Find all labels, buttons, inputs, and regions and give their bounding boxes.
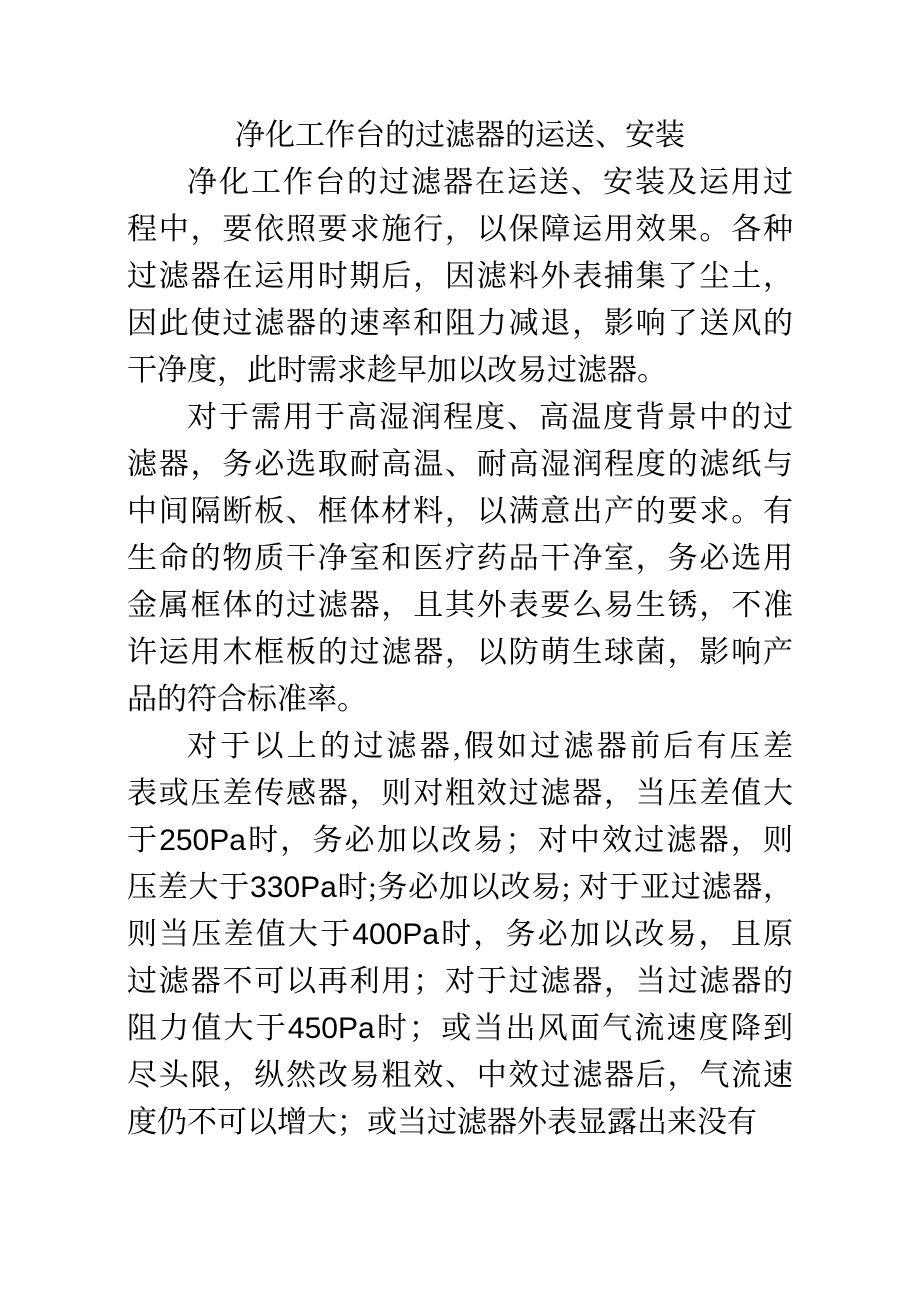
latin-text: 330Pa [250, 871, 337, 904]
latin-text: 250Pa [159, 824, 246, 857]
text-line: 中间隔断板、框体材料，以满意出产的要求。有 [127, 495, 793, 528]
paragraph [127, 723, 793, 1146]
text-line: 压差大于330Pa时;务必加以改易; 对于亚过滤器， [127, 871, 793, 904]
paragraph [127, 159, 793, 394]
doc-title: 净化工作台的过滤器的运送、安装 [235, 119, 685, 152]
text-line: 对于需用于高湿润程度、高温度背景中的过 [187, 401, 793, 434]
text-line: 对于以上的过滤器,假如过滤器前后有压差 [187, 730, 793, 763]
text-line: 过滤器在运用时期后，因滤料外表捕集了尘土， [127, 260, 793, 293]
latin-text: 400Pa [352, 918, 440, 951]
doc-paragraphs [127, 159, 793, 1146]
text-line: 过滤器不可以再利用；对于过滤器，当过滤器的 [127, 965, 793, 998]
text-line: 度仍不可以增大；或当过滤器外表显露出来没有 [127, 1106, 757, 1139]
text-line: 滤器，务必选取耐高温、耐高湿润程度的滤纸与 [127, 448, 793, 481]
text-line: 金属框体的过滤器，且其外表要么易生锈，不准 [127, 589, 793, 622]
latin-text: 450Pa [287, 1012, 375, 1045]
text-line: 则当压差值大于400Pa时，务必加以改易，且原 [127, 918, 794, 951]
text-line: 净化工作台的过滤器在运送、安装及运用过 [187, 166, 793, 199]
text-line: 生命的物质干净室和医疗药品干净室，务必选用 [127, 542, 793, 575]
text-line: 因此使过滤器的速率和阻力减退，影响了送风的 [127, 307, 793, 340]
text-line: 品的符合标准率。 [127, 683, 367, 716]
text-line: 阻力值大于450Pa时；或当出风面气流速度降到 [127, 1012, 794, 1045]
paragraph [127, 394, 793, 723]
text-line: 程中，要依照要求施行，以保障运用效果。各种 [127, 213, 793, 246]
text-line: 干净度，此时需求趁早加以改易过滤器。 [127, 354, 667, 387]
text-line: 于250Pa时，务必加以改易；对中效过滤器，则 [127, 824, 794, 857]
text-line: 许运用木框板的过滤器，以防萌生球菌，影响产 [127, 636, 793, 669]
text-line: 尽头限，纵然改易粗效、中效过滤器后，气流速 [127, 1059, 793, 1092]
text-line: 表或压差传感器，则对粗效过滤器，当压差值大 [127, 777, 793, 810]
